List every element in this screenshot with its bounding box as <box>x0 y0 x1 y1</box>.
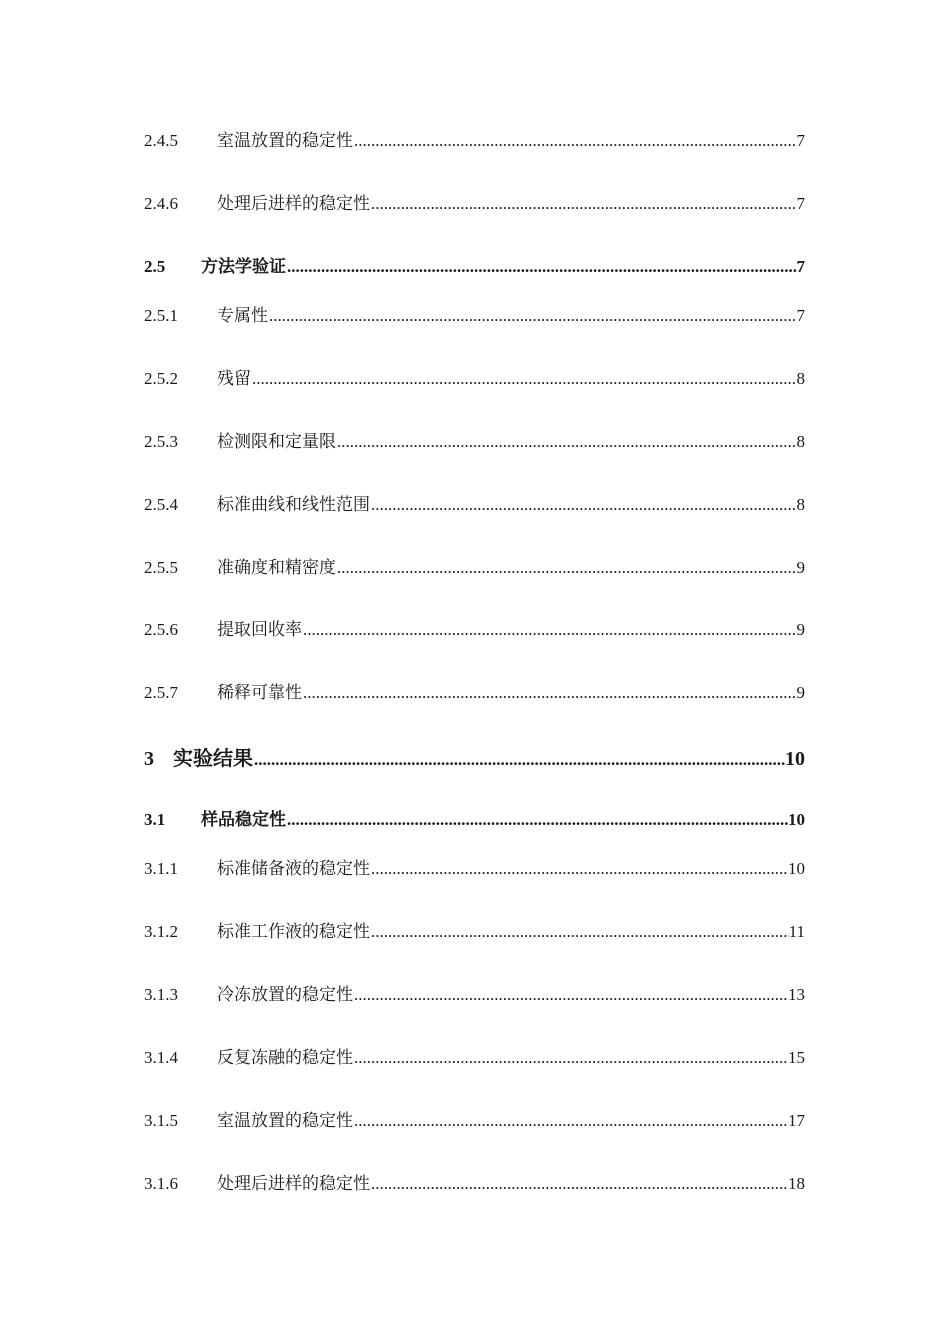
dot-leader <box>251 367 797 391</box>
toc-entry-page: 7 <box>796 131 805 150</box>
toc-entry-3[interactable] <box>144 744 805 772</box>
toc-entry-title: 标准工作液的稳定性 <box>217 922 370 942</box>
toc-entry-page: 9 <box>796 620 805 639</box>
toc-entry-page: 7 <box>796 257 805 276</box>
toc-entry-page: 7 <box>796 306 805 325</box>
dot-leader <box>370 857 788 881</box>
toc-entry-2-5[interactable] <box>144 255 805 279</box>
toc-entry-page: 18 <box>788 1174 805 1193</box>
toc-entry-title: 样品稳定性 <box>201 810 286 830</box>
toc-entry-title: 处理后进样的稳定性 <box>217 1174 370 1194</box>
dot-leader <box>286 255 797 279</box>
toc-entry-title: 室温放置的稳定性 <box>217 1111 353 1131</box>
toc-entry-2-5-5[interactable] <box>144 556 805 580</box>
toc-entry-page: 7 <box>796 194 805 213</box>
toc-entry-3-1-4[interactable] <box>144 1046 805 1070</box>
toc-entry-title: 标准曲线和线性范围 <box>217 495 370 515</box>
dot-leader <box>336 430 797 454</box>
toc-entry-number: 2.5.3 <box>144 432 178 451</box>
dot-leader <box>353 1046 788 1070</box>
toc-entry-page: 10 <box>785 748 805 770</box>
toc-entry-title: 冷冻放置的稳定性 <box>217 985 353 1005</box>
toc-entry-number: 3.1.3 <box>144 985 178 1004</box>
toc-entry-page: 8 <box>796 369 805 388</box>
toc-entry-page: 17 <box>788 1111 805 1130</box>
toc-entry-2-5-6[interactable] <box>144 618 805 642</box>
toc-entry-number: 2.4.6 <box>144 194 178 213</box>
dot-leader <box>253 746 785 772</box>
toc-entry-page: 15 <box>788 1048 805 1067</box>
dot-leader <box>353 1109 788 1133</box>
dot-leader <box>370 920 789 944</box>
toc-entry-number: 3.1 <box>144 810 166 829</box>
toc-entry-number: 2.4.5 <box>144 131 178 150</box>
toc-entry-3-1-1[interactable] <box>144 857 805 881</box>
toc-entry-2-5-3[interactable] <box>144 430 805 454</box>
toc-entry-title: 实验结果 <box>173 746 253 770</box>
dot-leader <box>370 1172 788 1196</box>
toc-entry-2-5-2[interactable] <box>144 367 805 391</box>
toc-entry-title: 提取回收率 <box>217 620 302 640</box>
toc-entry-number: 3.1.1 <box>144 859 178 878</box>
toc-entry-page: 9 <box>796 558 805 577</box>
toc-entry-number: 3 <box>144 748 154 770</box>
dot-leader <box>302 681 797 705</box>
toc-entry-number: 2.5.4 <box>144 495 178 514</box>
toc-entry-2-4-5[interactable] <box>144 129 805 153</box>
dot-leader <box>336 556 797 580</box>
dot-leader <box>302 618 797 642</box>
toc-entry-page: 10 <box>788 810 805 829</box>
toc-entry-title: 室温放置的稳定性 <box>217 131 353 151</box>
toc-entry-title: 稀释可靠性 <box>217 683 302 703</box>
toc-entry-number: 2.5.1 <box>144 306 178 325</box>
dot-leader <box>370 493 797 517</box>
toc-entry-title: 方法学验证 <box>201 257 286 277</box>
toc-entry-page: 11 <box>788 922 805 941</box>
dot-leader <box>286 808 788 832</box>
toc-entry-title: 检测限和定量限 <box>217 432 336 452</box>
toc-entry-2-4-6[interactable] <box>144 192 805 216</box>
toc-entry-2-5-7[interactable] <box>144 681 805 705</box>
toc-entry-2-5-1[interactable] <box>144 304 805 328</box>
toc-entry-page: 13 <box>788 985 805 1004</box>
toc-entry-number: 3.1.6 <box>144 1174 178 1193</box>
toc-entry-page: 9 <box>796 683 805 702</box>
toc-entry-page: 10 <box>788 859 805 878</box>
toc-entry-number: 3.1.4 <box>144 1048 178 1067</box>
toc-entry-3-1-3[interactable] <box>144 983 805 1007</box>
toc-entry-title: 专属性 <box>217 306 268 326</box>
toc-entry-number: 2.5.2 <box>144 369 178 388</box>
toc-entry-3-1-2[interactable] <box>144 920 805 944</box>
dot-leader <box>353 983 788 1007</box>
dot-leader <box>353 129 797 153</box>
toc-entry-number: 3.1.5 <box>144 1111 178 1130</box>
toc-entry-number: 2.5.5 <box>144 558 178 577</box>
toc-entry-title: 准确度和精密度 <box>217 558 336 578</box>
toc-entry-page: 8 <box>796 432 805 451</box>
toc-entry-title: 反复冻融的稳定性 <box>217 1048 353 1068</box>
toc-entry-number: 3.1.2 <box>144 922 178 941</box>
toc-entry-3-1-5[interactable] <box>144 1109 805 1133</box>
toc-entry-number: 2.5.6 <box>144 620 178 639</box>
toc-entry-title: 处理后进样的稳定性 <box>217 194 370 214</box>
toc-entry-3-1-6[interactable] <box>144 1172 805 1196</box>
dot-leader <box>370 192 797 216</box>
toc-entry-title: 残留 <box>217 369 251 389</box>
toc-entry-2-5-4[interactable] <box>144 493 805 517</box>
toc-entry-number: 2.5.7 <box>144 683 178 702</box>
toc-entry-page: 8 <box>796 495 805 514</box>
toc-entry-3-1[interactable] <box>144 808 805 832</box>
toc-entry-number: 2.5 <box>144 257 166 276</box>
toc-entry-title: 标准储备液的稳定性 <box>217 859 370 879</box>
dot-leader <box>268 304 797 328</box>
